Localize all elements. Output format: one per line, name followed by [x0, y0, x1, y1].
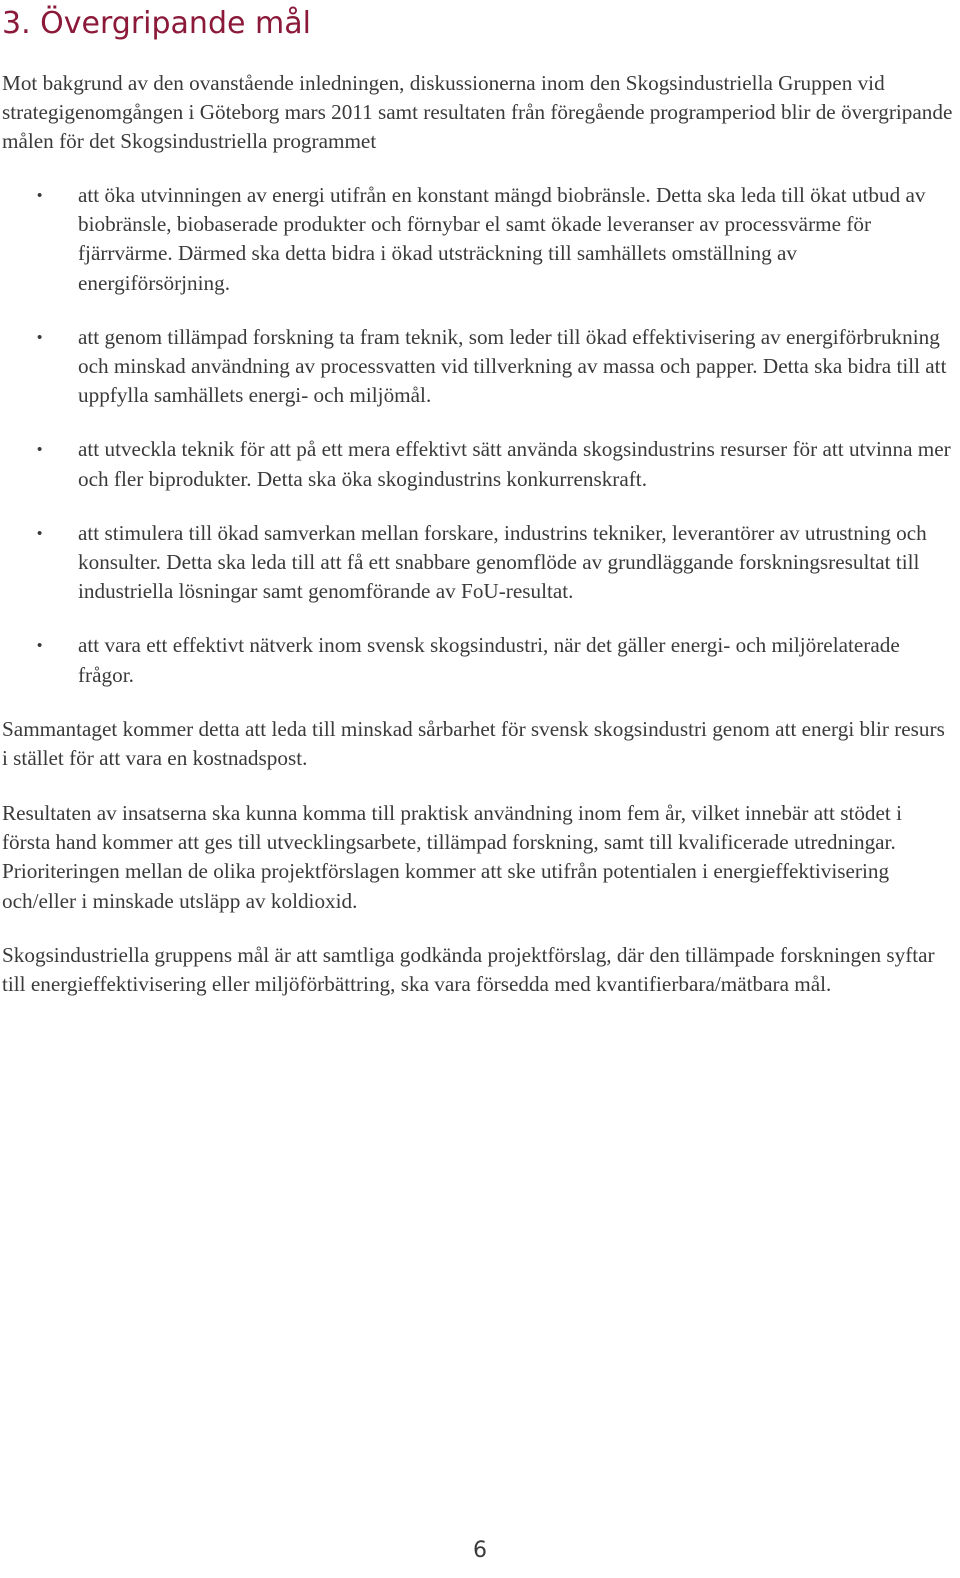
- summary-paragraph: Sammantaget kommer detta att leda till minskad sårbarhet för svensk skogsindustri genom att energi blir resurs i stället för att vara en kostnadspost.: [2, 717, 945, 771]
- goal-text: att stimulera till ökad samverkan mellan forskare, industrins tekniker, leverantörer av utrustning och konsulter. Detta ska leda till att få ett snabbare genomflöde av grundläggande forskningsresultat till industriella lösningar samt genomförande av FoU-resultat.: [78, 520, 927, 604]
- results-paragraph: Resultaten av insatserna ska kunna komma till praktisk användning inom fem år, vilket innebär att stödet i första hand kommer att ges till utvecklingsarbete, tillämpad forskning, samt till kvalificerade utredningar. Prioriteringen mellan de olika projektförslagen kommer att ske utifrån potentialen i energieffektivisering och/eller i minskade utsläpp av koldioxid.: [2, 801, 902, 913]
- bullet-icon: •: [37, 524, 43, 542]
- goal-text: att genom tillämpad forskning ta fram teknik, som leder till ökad effektivisering av energiförbrukning och minskad användning av processvatten vid tillverkning av massa och papper. Detta ska bidra till att uppfylla samhällets energi- och miljömål.: [78, 324, 947, 408]
- goal-text: att öka utvinningen av energi utifrån en konstant mängd biobränsle. Detta ska leda till ökat utbud av biobränsle, biobaserade produkter och förnybar el samt ökade leveranser av processvärme för fjärrvärme. Därmed ska detta bidra i ökad utsträckning till samhällets omställning av energiförsörjning.: [78, 183, 926, 295]
- goal-item-4: [0, 519, 952, 607]
- goal-item-1: [0, 181, 952, 298]
- intro-paragraph: Mot bakgrund av den ovanstående inledningen, diskussionerna inom den Skogsindustriella Gruppen vid strategigenomgången i Göteborg mars 2011 samt resultaten från föregående programperiod blir de övergripande målen för det Skogsindustriella programmet: [2, 71, 953, 154]
- goal-item-2: [0, 323, 952, 411]
- page-number: 6: [473, 1538, 487, 1563]
- goal-text: att vara ett effektivt nätverk inom svensk skogsindustri, när det gäller energi- och miljörelaterade frågor.: [78, 633, 900, 687]
- goals-paragraph: Skogsindustriella gruppens mål är att samtliga godkända projektförslag, där den tillämpade forskningen syftar till energieffektivisering eller miljöförbättring, ska vara försedda med kvantifierbara/mätbara mål.: [2, 943, 935, 997]
- goals-list: [0, 181, 960, 715]
- goal-item-3: [0, 435, 952, 493]
- bullet-icon: •: [37, 441, 43, 459]
- section-heading: 3. Övergripande mål: [2, 6, 311, 41]
- goal-text: att utveckla teknik för att på ett mera effektivt sätt använda skogsindustrins resurser för att utvinna mer och fler biprodukter. Detta ska öka skogindustrins konkurrenskraft.: [78, 437, 951, 491]
- bullet-icon: •: [37, 328, 43, 346]
- bullet-icon: •: [37, 637, 43, 655]
- goal-item-5: [0, 631, 952, 689]
- bullet-icon: •: [37, 187, 43, 204]
